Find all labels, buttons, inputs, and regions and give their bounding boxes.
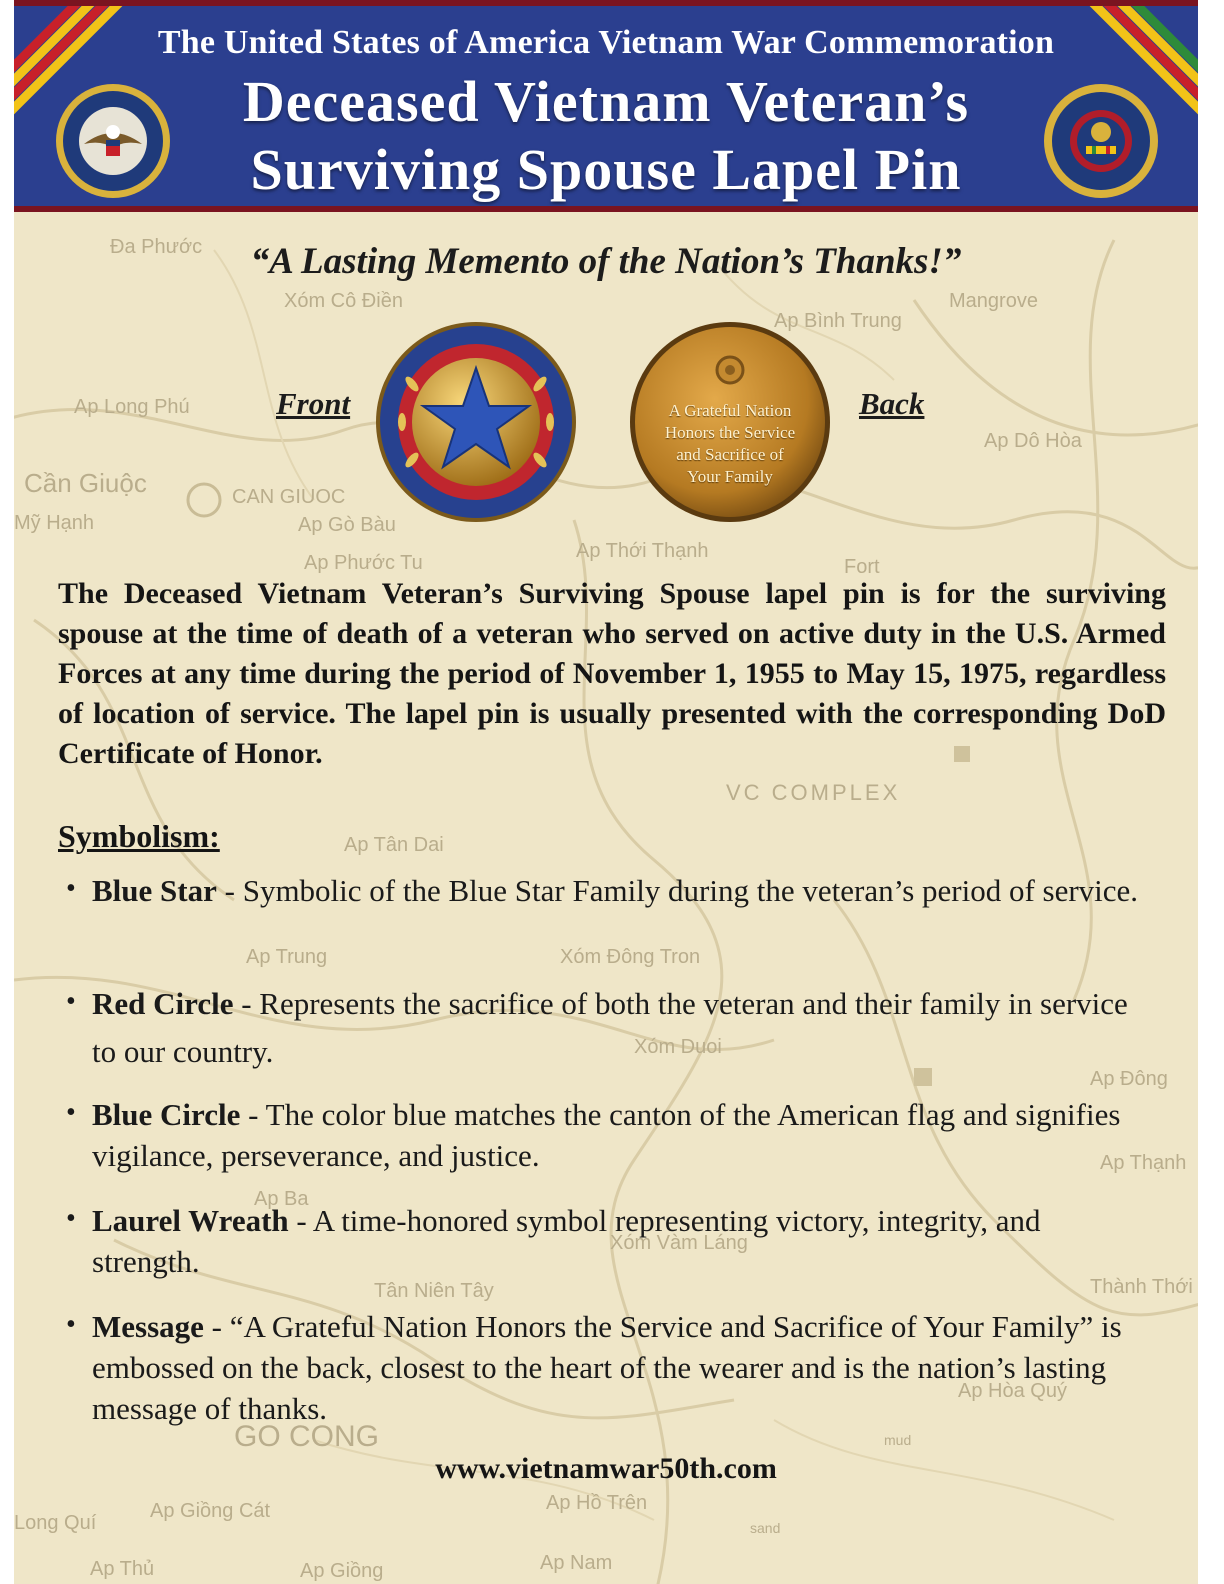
map-label: Ap Giồng Cát <box>150 1500 271 1522</box>
map-label: Xóm Duoi <box>634 1036 722 1058</box>
map-label: Ap Đông <box>1090 1068 1168 1090</box>
map-label: Ap Thới Thạnh <box>576 540 709 562</box>
symbolism-list <box>14 0 1198 1584</box>
map-label: sand <box>750 1520 781 1536</box>
map-label: CAN GIUOC <box>232 486 346 508</box>
map-label: Ap Nam <box>540 1552 613 1574</box>
symbolism-term: Blue Circle <box>92 1097 241 1132</box>
symbolism-text: - Represents the sacrifice of both the veteran and their family in service to our country. <box>92 986 1128 1069</box>
tagline: “A Lasting Memento of the Nation’s Thanks!” <box>250 241 962 282</box>
map-label: Xóm Đông Tron <box>560 946 701 968</box>
map-label: VC COMPLEX <box>726 780 901 805</box>
map-label: GO CONG <box>234 1420 380 1453</box>
back-pin-message-line: A Grateful Nation <box>668 401 792 420</box>
symbolism-item <box>66 1200 1052 1282</box>
page-title-line2: Surviving Spouse Lapel Pin <box>250 137 962 202</box>
symbolism-term: Blue Star <box>92 873 217 908</box>
symbolism-term: Red Circle <box>92 986 234 1021</box>
map-label: Ap Hồ Trên <box>546 1492 648 1514</box>
flyer-page <box>14 0 1198 1584</box>
map-label: Thành Thới <box>1090 1276 1193 1298</box>
map-label: Ap Thạnh <box>1100 1152 1187 1174</box>
map-label: Đa Phước <box>110 236 203 258</box>
map-label: Ap Giồng <box>300 1560 384 1582</box>
symbolism-term: Laurel Wreath <box>92 1203 289 1238</box>
map-label: Ap Trung <box>246 946 328 968</box>
page-title-line1: Deceased Vietnam Veteran’s <box>242 69 970 134</box>
map-label: Ap Ba <box>254 1188 309 1210</box>
symbolism-item <box>66 870 1152 911</box>
symbolism-term: Message <box>92 1309 204 1344</box>
map-label: Ap Phước Tu <box>304 552 423 574</box>
symbolism-text: - A time-honored symbol representing victory, integrity, and strength. <box>92 1203 1041 1279</box>
map-label: Cần Giuộc <box>24 468 147 498</box>
commemoration-title: The United States of America Vietnam War Commemoration <box>157 24 1055 61</box>
map-label: Ap Gò Bàu <box>298 514 396 536</box>
back-pin-message-line: Honors the Service <box>664 423 796 442</box>
map-label: Ap Tân Dai <box>344 834 444 856</box>
map-label: Ap Thủ <box>90 1558 155 1580</box>
bullet-icon: • <box>66 873 76 904</box>
back-pin-message-line: and Sacrifice of <box>676 445 784 464</box>
symbolism-item <box>66 980 1152 1076</box>
map-label: Ap Bình Trung <box>774 310 902 332</box>
symbolism-text: - “A Grateful Nation Honors the Service and Sacrifice of Your Family” is embossed on the back, closest to the heart of the wearer and is the nation’s lasting message of thanks. <box>92 1309 1122 1426</box>
pin-description: The Deceased Vietnam Veteran’s Surviving Spouse lapel pin is for the surviving spouse at the time of death of a veteran who served on active duty in the U.S. Armed Forces at any time during the period of November 1, 1955 to May 15, 1975, regardless of location of service. The lapel pin is usually presented with the corresponding DoD Certificate of Honor. <box>58 577 1166 770</box>
symbolism-text: - The color blue matches the canton of the American flag and signifies vigilance, perseverance, and justice. <box>92 1097 1121 1173</box>
map-label: Mỹ Hạnh <box>14 512 95 534</box>
map-label: Fort <box>844 556 880 578</box>
back-pin-message-line: Your Family <box>687 467 773 486</box>
map-label: Xóm Vàm Láng <box>610 1232 748 1254</box>
map-label: Ap Dô Hòa <box>984 430 1082 452</box>
map-label: Tân Niên Tây <box>374 1280 494 1302</box>
symbolism-item <box>66 1306 1152 1429</box>
bullet-icon: • <box>66 1203 76 1234</box>
symbolism-item <box>66 1094 1152 1176</box>
map-label: Long Quí <box>14 1512 97 1534</box>
map-label: Mangrove <box>949 290 1038 312</box>
map-label: Ap Hòa Quý <box>958 1380 1067 1402</box>
bullet-icon: • <box>66 1097 76 1128</box>
website-link[interactable]: www.vietnamwar50th.com <box>435 1452 777 1485</box>
map-label: Xóm Cô Điền <box>284 290 403 312</box>
front-label: Front <box>276 386 351 421</box>
bullet-icon: • <box>66 986 76 1017</box>
symbolism-text: - Symbolic of the Blue Star Family during the veteran’s period of service. <box>216 873 1139 908</box>
map-label: Ap Long Phú <box>74 396 190 418</box>
back-label: Back <box>859 386 925 421</box>
symbolism-heading: Symbolism: <box>58 818 220 854</box>
map-label: mud <box>884 1432 912 1448</box>
bullet-icon: • <box>66 1309 76 1340</box>
